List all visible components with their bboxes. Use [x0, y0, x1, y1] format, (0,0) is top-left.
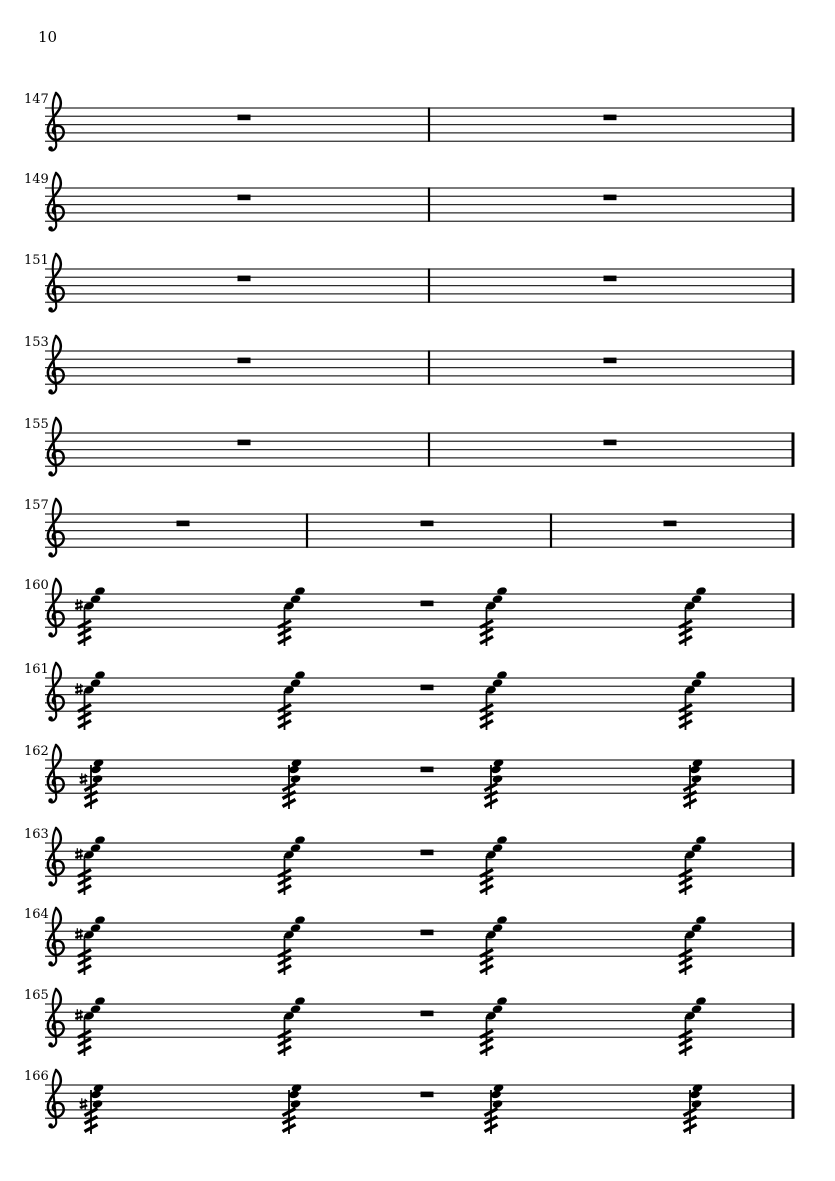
- sharp-accidental: [75, 848, 83, 860]
- measure-number: 161: [24, 662, 49, 677]
- whole-rest: [421, 767, 434, 773]
- staff-system-162: [24, 744, 793, 809]
- measure-number: 166: [24, 1069, 49, 1084]
- tremolo-chord: [485, 758, 505, 809]
- measure-number: 157: [24, 498, 49, 513]
- measure-number: 155: [24, 417, 49, 432]
- notehead: [290, 774, 302, 784]
- page-number: 10: [38, 28, 58, 46]
- score-systems: [24, 92, 793, 1134]
- tremolo-chord: [75, 670, 106, 730]
- treble-clef-icon: [48, 745, 64, 803]
- whole-rest: [664, 521, 677, 527]
- whole-rest: [604, 195, 617, 201]
- sharp-accidental: [80, 1098, 88, 1110]
- whole-rest: [421, 930, 434, 936]
- whole-rest: [604, 358, 617, 364]
- treble-clef-icon: [48, 173, 64, 231]
- measure-number: 164: [24, 907, 49, 922]
- tremolo-chord: [679, 996, 707, 1056]
- treble-clef-icon: [48, 663, 64, 721]
- whole-rest: [238, 115, 251, 121]
- whole-rest: [604, 440, 617, 446]
- tremolo-chord: [75, 915, 106, 975]
- whole-rest: [421, 850, 434, 856]
- whole-rest: [604, 276, 617, 282]
- whole-rest: [238, 276, 251, 282]
- treble-clef-icon: [48, 93, 64, 151]
- staff-system-163: [24, 827, 793, 895]
- tremolo-chord: [283, 1083, 303, 1134]
- tremolo-chord: [80, 1083, 105, 1134]
- tremolo-chord: [679, 586, 707, 646]
- staff-system-161: [24, 662, 793, 730]
- whole-rest: [604, 115, 617, 121]
- notehead: [691, 1099, 703, 1109]
- whole-rest: [238, 440, 251, 446]
- sharp-accidental: [75, 599, 83, 611]
- treble-clef-icon: [48, 828, 64, 886]
- tremolo-chord: [480, 915, 508, 975]
- sharp-accidental: [75, 1009, 83, 1021]
- whole-rest: [421, 685, 434, 691]
- whole-rest: [421, 1092, 434, 1098]
- measure-number: 149: [24, 172, 49, 187]
- whole-rest: [238, 195, 251, 201]
- whole-rest: [238, 358, 251, 364]
- tremolo-chord: [278, 670, 306, 730]
- staff-system-160: [24, 578, 793, 646]
- notehead: [290, 1099, 302, 1109]
- tremolo-chord: [80, 758, 105, 809]
- tremolo-chord: [480, 586, 508, 646]
- notehead: [92, 774, 104, 784]
- whole-rest: [421, 521, 434, 527]
- tremolo-chord: [679, 915, 707, 975]
- measure-number: 165: [24, 988, 49, 1003]
- treble-clef-icon: [48, 1070, 64, 1128]
- treble-clef-icon: [48, 989, 64, 1047]
- notehead: [691, 774, 703, 784]
- measure-number: 153: [24, 335, 49, 350]
- tremolo-chord: [278, 835, 306, 895]
- treble-clef-icon: [48, 579, 64, 637]
- measure-number: 160: [24, 578, 49, 593]
- notehead: [92, 1099, 104, 1109]
- notehead: [492, 1099, 504, 1109]
- measure-number: 147: [24, 92, 49, 107]
- treble-clef-icon: [48, 908, 64, 966]
- sharp-accidental: [75, 928, 83, 940]
- tremolo-chord: [684, 1083, 704, 1134]
- treble-clef-icon: [48, 499, 64, 557]
- sharp-accidental: [80, 773, 88, 785]
- tremolo-chord: [283, 758, 303, 809]
- staff-system-147: [24, 92, 793, 151]
- notehead: [492, 774, 504, 784]
- whole-rest: [177, 521, 190, 527]
- staff-system-151: [24, 253, 793, 312]
- tremolo-chord: [480, 835, 508, 895]
- staff-system-153: [24, 335, 793, 394]
- tremolo-chord: [684, 758, 704, 809]
- staff-system-155: [24, 417, 793, 476]
- staff-system-157: [24, 498, 793, 557]
- tremolo-chord: [480, 670, 508, 730]
- whole-rest: [421, 601, 434, 607]
- tremolo-chord: [679, 835, 707, 895]
- tremolo-chord: [278, 915, 306, 975]
- whole-rest: [421, 1011, 434, 1017]
- tremolo-chord: [480, 996, 508, 1056]
- tremolo-chord: [278, 586, 306, 646]
- tremolo-chord: [75, 996, 106, 1056]
- tremolo-chord: [75, 835, 106, 895]
- tremolo-chord: [679, 670, 707, 730]
- measure-number: 151: [24, 253, 49, 268]
- staff-system-149: [24, 172, 793, 231]
- staff-system-164: [24, 907, 793, 975]
- sharp-accidental: [75, 683, 83, 695]
- treble-clef-icon: [48, 254, 64, 312]
- treble-clef-icon: [48, 418, 64, 476]
- measure-number: 163: [24, 827, 49, 842]
- tremolo-chord: [485, 1083, 505, 1134]
- staff-system-165: [24, 988, 793, 1056]
- measure-number: 162: [24, 744, 49, 759]
- treble-clef-icon: [48, 336, 64, 394]
- tremolo-chord: [278, 996, 306, 1056]
- staff-system-166: [24, 1069, 793, 1134]
- tremolo-chord: [75, 586, 106, 646]
